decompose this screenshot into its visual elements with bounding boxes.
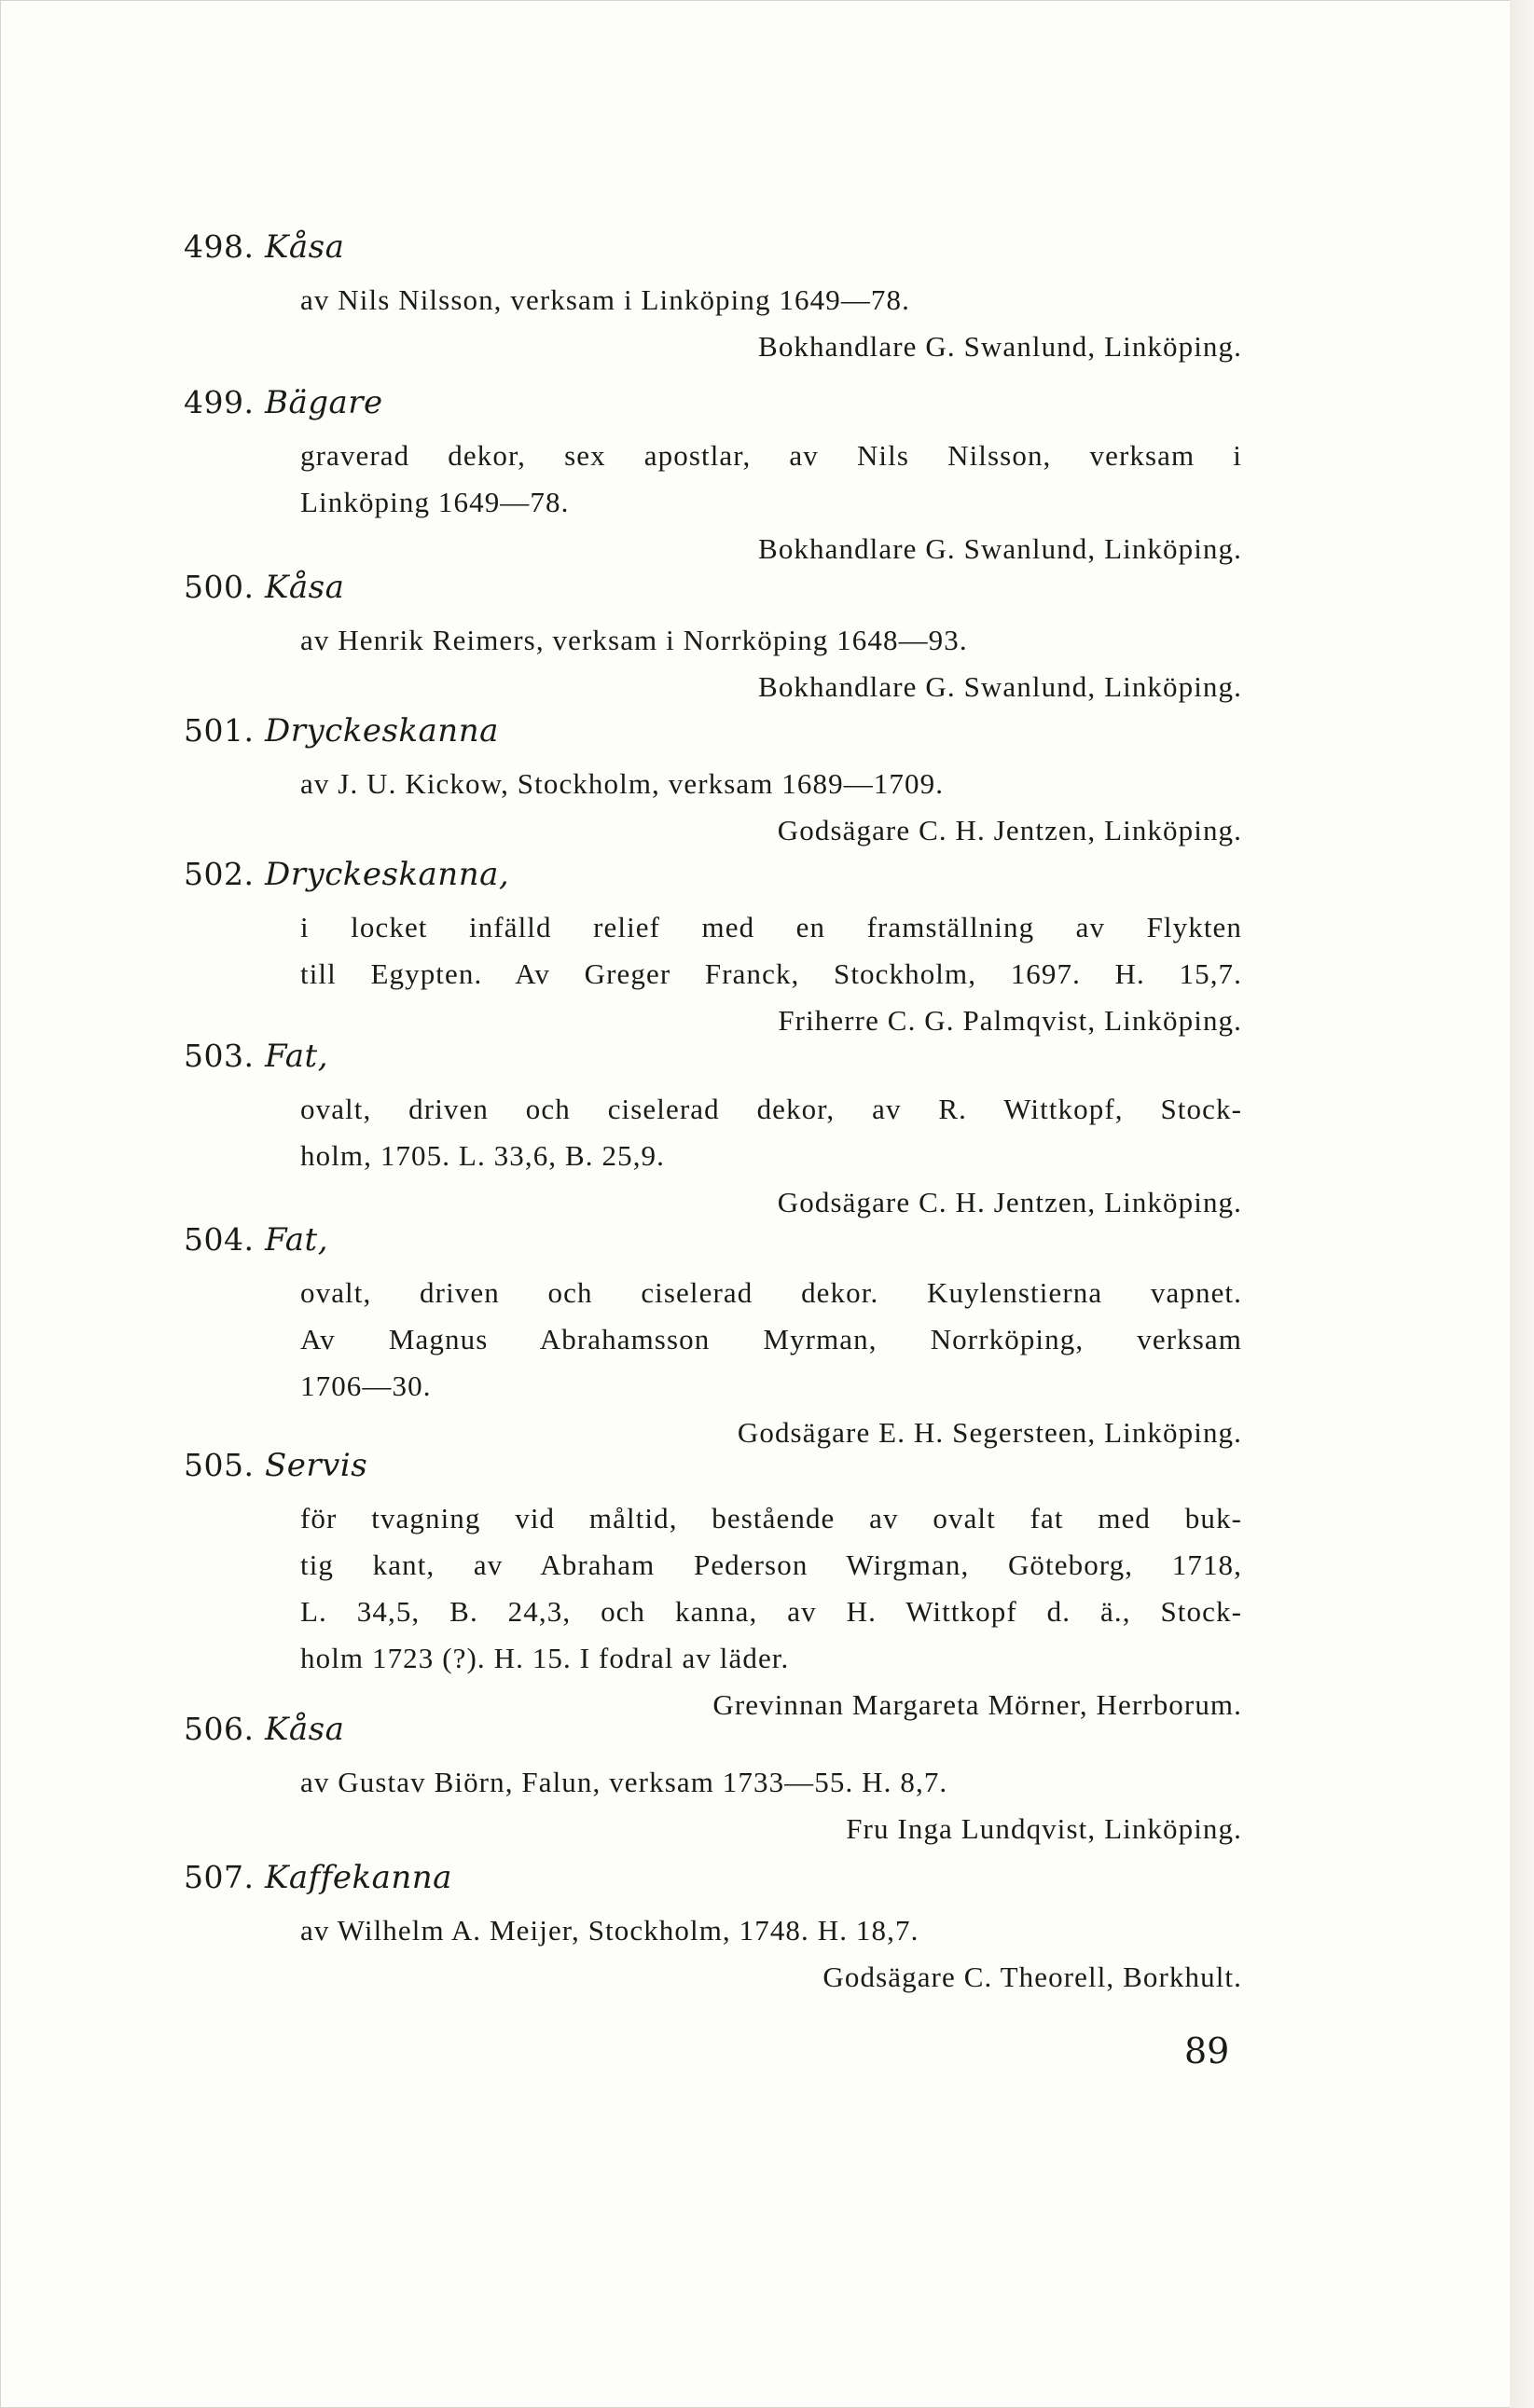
entry-number: 499. xyxy=(184,384,255,420)
entry-title: Kåsa xyxy=(265,1711,345,1748)
entry-title: Kåsa xyxy=(265,569,345,606)
page-edge-shadow xyxy=(1510,0,1534,2408)
page-number: 89 xyxy=(1184,2030,1230,2071)
entry-owner: Friherre C. G. Palmqvist, Linköping. xyxy=(778,1004,1242,1037)
description-line: L. 34,5, B. 24,3, och kanna, av H. Wittkopf d. ä., Stock- xyxy=(300,1595,1242,1628)
entry-description xyxy=(300,1907,1242,2001)
entry-owner: Grevinnan Margareta Mörner, Herrborum. xyxy=(712,1688,1242,1721)
entry-description xyxy=(300,904,1242,1044)
entry-description xyxy=(300,617,1242,710)
description-line: till Egypten. Av Greger Franck, Stockholm, 1697. H. 15,7. xyxy=(300,957,1242,990)
entry-title: Dryckeskanna xyxy=(265,712,499,750)
entry-description xyxy=(300,1759,1242,1852)
entry-owner: Bokhandlare G. Swanlund, Linköping. xyxy=(758,532,1242,565)
entry-owner: Godsägare E. H. Segersteen, Linköping. xyxy=(737,1416,1242,1449)
entry-title: Fat, xyxy=(265,1221,329,1259)
entry-owner: Bokhandlare G. Swanlund, Linköping. xyxy=(758,670,1242,703)
description-line: ovalt, driven och ciselerad dekor, av R. Wittkopf, Stock- xyxy=(300,1093,1242,1125)
entry-owner: Godsägare C. Theorell, Borkhult. xyxy=(822,1961,1242,1993)
entry-number: 505. xyxy=(184,1447,255,1483)
description-line: Av Magnus Abrahamsson Myrman, Norrköping, verksam xyxy=(300,1323,1242,1355)
entry-title: Kåsa xyxy=(265,228,345,266)
entry-description xyxy=(300,1086,1242,1226)
entry-number: 504. xyxy=(184,1221,255,1258)
description-line: 1706—30. xyxy=(300,1369,432,1402)
description-line: holm, 1705. L. 33,6, B. 25,9. xyxy=(300,1139,665,1172)
description-line: av Henrik Reimers, verksam i Norrköping 1648—93. xyxy=(300,624,968,656)
entry-owner: Fru Inga Lundqvist, Linköping. xyxy=(846,1812,1242,1845)
entry-description xyxy=(300,1270,1242,1456)
entry-owner: Godsägare C. H. Jentzen, Linköping. xyxy=(777,814,1242,846)
description-line: av Gustav Biörn, Falun, verksam 1733—55. H. 8,7. xyxy=(300,1766,948,1798)
entry-number: 507. xyxy=(184,1859,255,1895)
entry-description xyxy=(300,277,1242,370)
description-line: Linköping 1649—78. xyxy=(300,486,570,518)
entry-title: Fat, xyxy=(265,1038,329,1075)
entry-number: 502. xyxy=(184,856,255,892)
description-line: av J. U. Kickow, Stockholm, verksam 1689—1709. xyxy=(300,767,945,800)
entry-title: Kaffekanna xyxy=(265,1859,452,1896)
description-line: holm 1723 (?). H. 15. I fodral av läder. xyxy=(300,1642,790,1674)
entry-number: 501. xyxy=(184,712,255,749)
description-line: av Nils Nilsson, verksam i Linköping 1649—78. xyxy=(300,283,910,316)
description-line: för tvagning vid måltid, bestående av ovalt fat med buk- xyxy=(300,1502,1242,1534)
entry-number: 498. xyxy=(184,228,255,265)
entry-description xyxy=(300,433,1242,572)
description-line: av Wilhelm A. Meijer, Stockholm, 1748. H. 18,7. xyxy=(300,1914,919,1947)
description-line: i locket infälld relief med en framställning av Flykten xyxy=(300,911,1242,943)
description-line: graverad dekor, sex apostlar, av Nils Nilsson, verksam i xyxy=(300,439,1242,472)
description-line: tig kant, av Abraham Pederson Wirgman, Göteborg, 1718, xyxy=(300,1548,1242,1581)
entry-description xyxy=(300,761,1242,854)
entry-title: Dryckeskanna, xyxy=(265,856,510,893)
description-line: ovalt, driven och ciselerad dekor. Kuylenstierna vapnet. xyxy=(300,1276,1242,1309)
entry-owner: Bokhandlare G. Swanlund, Linköping. xyxy=(758,330,1242,363)
entry-owner: Godsägare C. H. Jentzen, Linköping. xyxy=(777,1186,1242,1218)
entry-number: 503. xyxy=(184,1038,255,1074)
entry-title: Bägare xyxy=(265,384,383,421)
entry-number: 506. xyxy=(184,1711,255,1747)
entry-number: 500. xyxy=(184,569,255,605)
entry-description xyxy=(300,1495,1242,1728)
entry-title: Servis xyxy=(265,1447,368,1484)
